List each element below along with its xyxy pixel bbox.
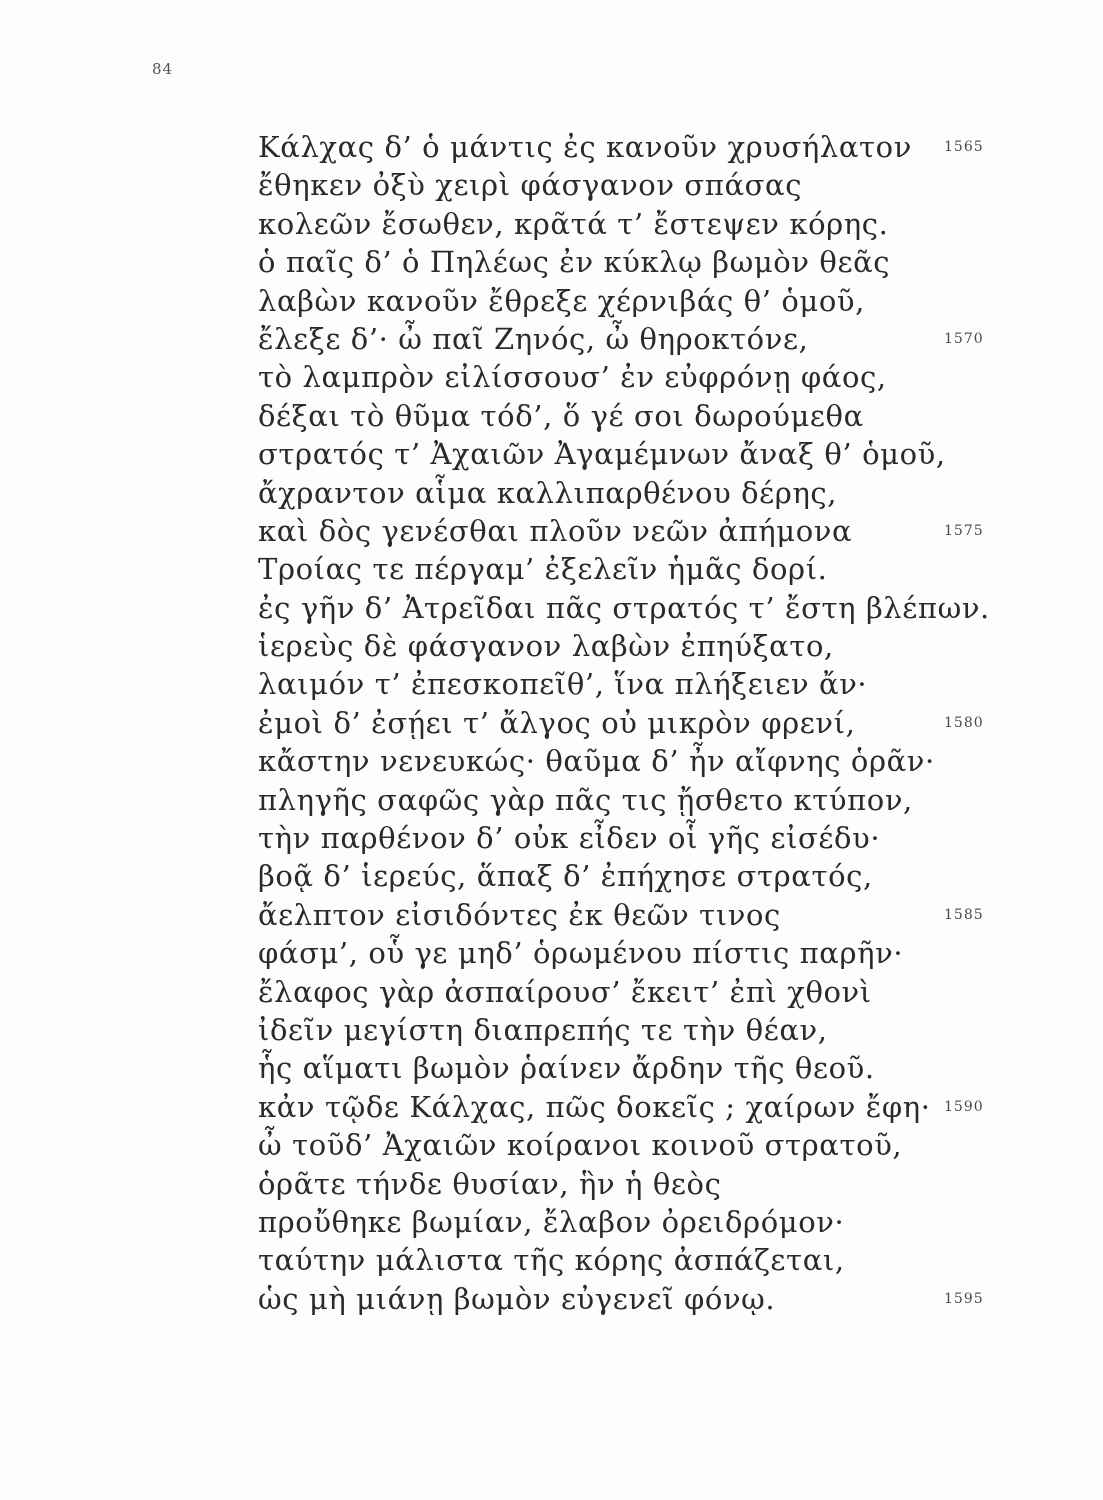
verse-line — [258, 1049, 1058, 1087]
verse-text: ἐς γῆν δ’ Ἀτρεῖδαι πᾶς στρατός τ’ ἔστη βλέπων. — [258, 590, 990, 625]
verse-text: Κάλχας δ’ ὁ μάντις ἐς κανοῦν χρυσήλατον — [258, 130, 912, 164]
verse-text: ὁρᾶτε τήνδε θυσίαν, ἣν ἡ θεὸς — [258, 1166, 722, 1201]
verse-block — [258, 128, 1058, 1318]
verse-text: ἱερεὺς δὲ φάσγανον λαβὼν ἐπηύξατο, — [258, 629, 834, 664]
verse-line — [258, 973, 1058, 1011]
verse-text: κολεῶν ἔσωθεν, κρᾶτά τ’ ἔστεψεν κόρης. — [258, 206, 889, 241]
verse-line — [258, 1011, 1058, 1049]
verse-text: κἄστην νενευκώς· θαῦμα δ’ ἦν αἴφνης ὁρᾶν· — [258, 744, 935, 779]
verse-line — [258, 742, 1058, 780]
verse-line — [258, 550, 1058, 588]
verse-line — [258, 1126, 1058, 1164]
verse-text: ἄχραντον αἷμα καλλιπαρθένου δέρης, — [258, 475, 838, 510]
verse-line — [258, 397, 1058, 435]
verse-line — [258, 243, 1058, 281]
verse-text: ἧς αἵματι βωμὸν ῥαίνεν ἄρδην τῆς θεοῦ. — [258, 1051, 875, 1086]
line-number: 1570 — [944, 330, 984, 347]
verse-line — [258, 205, 1058, 243]
verse-text: ταύτην μάλιστα τῆς κόρης ἀσπάζεται, — [258, 1243, 845, 1278]
verse-line — [258, 512, 1058, 550]
verse-text: κἀν τῷδε Κάλχας, πῶς δοκεῖς ; χαίρων ἔφη· — [258, 1089, 931, 1124]
verse-line — [258, 166, 1058, 204]
verse-line — [258, 282, 1058, 320]
verse-text: ἔλαφος γὰρ ἀσπαίρουσ’ ἔκειτ’ ἐπὶ χθονὶ — [258, 974, 872, 1009]
verse-line — [258, 1165, 1058, 1203]
verse-text: καὶ δὸς γενέσθαι πλοῦν νεῶν ἀπήμονα — [258, 513, 853, 548]
verse-text: ἐμοὶ δ’ ἐσῄει τ’ ἄλγος οὐ μικρὸν φρενί, — [258, 705, 856, 740]
page-number: 84 — [152, 60, 174, 78]
verse-line — [258, 589, 1058, 627]
verse-text: ἔθηκεν ὀξὺ χειρὶ φάσγανον σπάσας — [258, 168, 803, 203]
verse-text: ἔλεξε δ’· ὦ παῖ Ζηνός, ὦ θηροκτόνε, — [258, 321, 809, 356]
verse-text: δέξαι τὸ θῦμα τόδ’, ὅ γέ σοι δωρούμεθα — [258, 398, 864, 433]
verse-text: τὴν παρθένον δ’ οὐκ εἶδεν οἷ γῆς εἰσέδυ· — [258, 821, 881, 856]
verse-line — [258, 474, 1058, 512]
line-number: 1575 — [944, 522, 984, 539]
verse-line — [258, 665, 1058, 703]
verse-text: ἰδεῖν μεγίστη διαπρεπής τε τὴν θέαν, — [258, 1012, 828, 1047]
verse-line — [258, 819, 1058, 857]
verse-line — [258, 934, 1058, 972]
verse-line — [258, 358, 1058, 396]
verse-text: λαιμόν τ’ ἐπεσκοπεῖθ’, ἵνα πλήξειεν ἄν· — [258, 667, 868, 702]
verse-line — [258, 1241, 1058, 1279]
verse-text: βοᾷ δ’ ἱερεύς, ἅπαξ δ’ ἐπήχησε στρατός, — [258, 859, 873, 894]
verse-text: στρατός τ’ Ἀχαιῶν Ἀγαμέμνων ἄναξ θ’ ὁμοῦ, — [258, 437, 946, 472]
line-number: 1590 — [944, 1098, 984, 1115]
verse-line — [258, 857, 1058, 895]
line-number: 1580 — [944, 714, 984, 731]
line-number: 1595 — [944, 1290, 984, 1307]
verse-line — [258, 704, 1058, 742]
verse-text: προὔθηκε βωμίαν, ἔλαβον ὀρειδρόμον· — [258, 1204, 845, 1239]
verse-text: Τροίας τε πέργαμ’ ἐξελεῖν ἡμᾶς δορί. — [258, 552, 828, 587]
verse-text: ὡς μὴ μιάνῃ βωμὸν εὐγενεῖ φόνῳ. — [258, 1281, 776, 1316]
verse-text: ὦ τοῦδ’ Ἀχαιῶν κοίρανοι κοινοῦ στρατοῦ, — [258, 1128, 903, 1163]
verse-line — [258, 435, 1058, 473]
line-number: 1585 — [944, 906, 984, 923]
verse-line — [258, 1088, 1058, 1126]
verse-line — [258, 781, 1058, 819]
verse-text: φάσμ’, οὗ γε μηδ’ ὁρωμένου πίστις παρῆν· — [258, 936, 904, 971]
verse-text: πληγῆς σαφῶς γὰρ πᾶς τις ᾔσθετο κτύπον, — [258, 782, 913, 817]
verse-line — [258, 128, 1058, 166]
verse-line — [258, 320, 1058, 358]
verse-line — [258, 627, 1058, 665]
line-number: 1565 — [944, 139, 984, 155]
verse-line — [258, 896, 1058, 934]
verse-text: τὸ λαμπρὸν εἰλίσσουσ’ ἐν εὐφρόνῃ φάος, — [258, 360, 887, 395]
verse-text: λαβὼν κανοῦν ἔθρεξε χέρνιβάς θ’ ὁμοῦ, — [258, 283, 865, 318]
verse-text: ἄελπτον εἰσιδόντες ἐκ θεῶν τινος — [258, 897, 781, 932]
verse-text: ὁ παῖς δ’ ὁ Πηλέως ἐν κύκλῳ βωμὸν θεᾶς — [258, 245, 891, 280]
verse-line — [258, 1280, 1058, 1318]
verse-line — [258, 1203, 1058, 1241]
